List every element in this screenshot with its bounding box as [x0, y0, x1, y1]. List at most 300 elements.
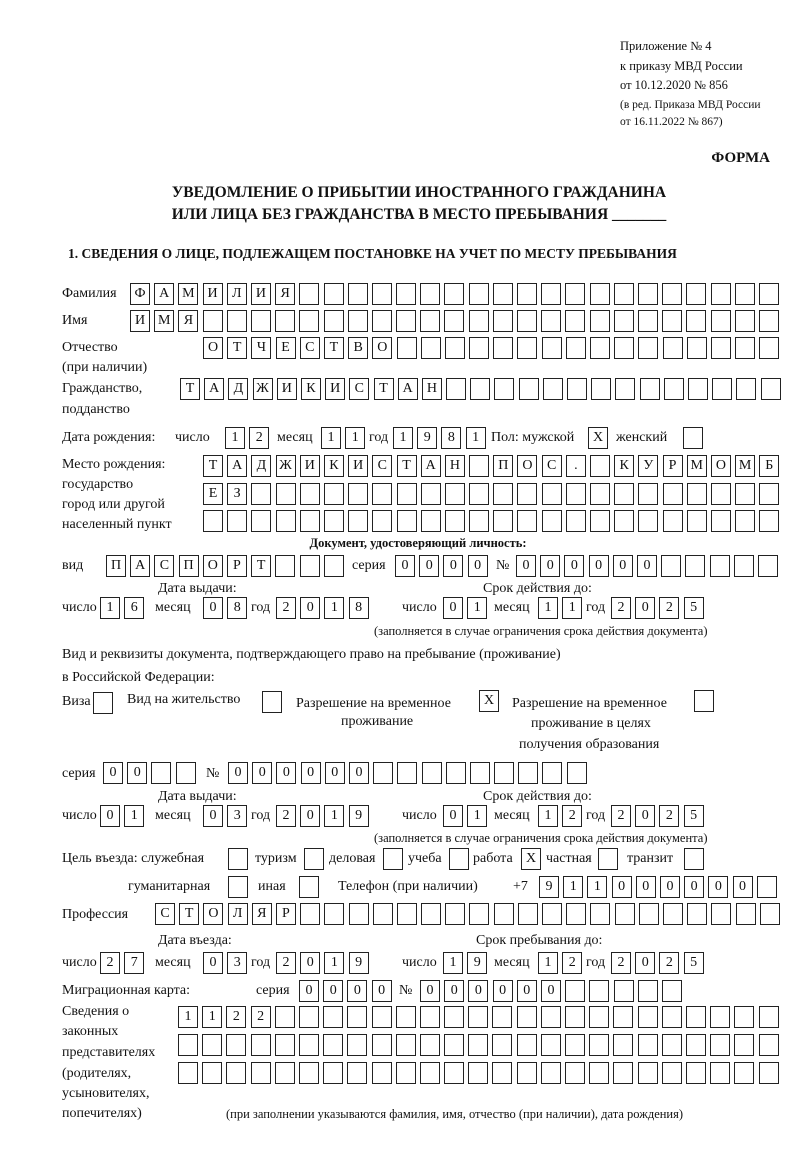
- char-cell[interactable]: [662, 283, 682, 305]
- char-cell[interactable]: [734, 555, 754, 577]
- char-cell[interactable]: [251, 1062, 271, 1084]
- char-cell[interactable]: 1: [538, 952, 558, 974]
- char-cell[interactable]: 2: [100, 952, 120, 974]
- char-cell[interactable]: 3: [227, 805, 247, 827]
- char-cell[interactable]: 0: [323, 980, 343, 1002]
- id-issue-month-cells[interactable]: [203, 597, 247, 619]
- char-cell[interactable]: А: [421, 455, 441, 477]
- char-cell[interactable]: [759, 337, 779, 359]
- char-cell[interactable]: 1: [467, 597, 487, 619]
- char-cell[interactable]: [686, 1006, 706, 1028]
- char-cell[interactable]: [710, 555, 730, 577]
- char-cell[interactable]: [396, 1006, 416, 1028]
- char-cell[interactable]: [662, 310, 682, 332]
- char-cell[interactable]: [470, 762, 490, 784]
- char-cell[interactable]: 0: [612, 876, 632, 898]
- char-cell[interactable]: 6: [124, 597, 144, 619]
- char-cell[interactable]: 9: [539, 876, 559, 898]
- res-series-cells[interactable]: [103, 762, 196, 784]
- char-cell[interactable]: [565, 1062, 585, 1084]
- char-cell[interactable]: 2: [611, 597, 631, 619]
- char-cell[interactable]: Т: [203, 455, 223, 477]
- char-cell[interactable]: [422, 762, 442, 784]
- char-cell[interactable]: [589, 1062, 609, 1084]
- char-cell[interactable]: [517, 310, 537, 332]
- char-cell[interactable]: [421, 510, 441, 532]
- char-cell[interactable]: 0: [300, 952, 320, 974]
- res-valid-day-cells[interactable]: [443, 805, 487, 827]
- char-cell[interactable]: [711, 310, 731, 332]
- char-cell[interactable]: И: [300, 455, 320, 477]
- char-cell[interactable]: [372, 283, 392, 305]
- char-cell[interactable]: О: [203, 903, 223, 925]
- char-cell[interactable]: [590, 510, 610, 532]
- char-cell[interactable]: [567, 762, 587, 784]
- birth-day-cells[interactable]: [225, 427, 269, 449]
- purpose-tourism-checkbox[interactable]: [304, 848, 324, 870]
- entry-month-cells[interactable]: [203, 952, 247, 974]
- char-cell[interactable]: [663, 483, 683, 505]
- char-cell[interactable]: [687, 510, 707, 532]
- char-cell[interactable]: 0: [420, 980, 440, 1002]
- char-cell[interactable]: [421, 337, 441, 359]
- char-cell[interactable]: [348, 510, 368, 532]
- char-cell[interactable]: 0: [708, 876, 728, 898]
- entry-year-cells[interactable]: [276, 952, 369, 974]
- char-cell[interactable]: [420, 1034, 440, 1056]
- char-cell[interactable]: [759, 1034, 779, 1056]
- char-cell[interactable]: Т: [179, 903, 199, 925]
- char-cell[interactable]: [299, 1006, 319, 1028]
- char-cell[interactable]: [662, 980, 682, 1002]
- char-cell[interactable]: [638, 1006, 658, 1028]
- char-cell[interactable]: К: [324, 455, 344, 477]
- char-cell[interactable]: В: [348, 337, 368, 359]
- char-cell[interactable]: 0: [347, 980, 367, 1002]
- char-cell[interactable]: [663, 337, 683, 359]
- char-cell[interactable]: 9: [349, 952, 369, 974]
- name-cells[interactable]: [130, 310, 779, 332]
- char-cell[interactable]: [492, 1034, 512, 1056]
- char-cell[interactable]: 2: [276, 597, 296, 619]
- char-cell[interactable]: [468, 1034, 488, 1056]
- purpose-business-checkbox[interactable]: [383, 848, 403, 870]
- char-cell[interactable]: [710, 1034, 730, 1056]
- char-cell[interactable]: [469, 283, 489, 305]
- char-cell[interactable]: [542, 337, 562, 359]
- char-cell[interactable]: [736, 903, 756, 925]
- char-cell[interactable]: [299, 310, 319, 332]
- char-cell[interactable]: Т: [180, 378, 200, 400]
- birthplace-cells-row-3[interactable]: [203, 510, 779, 532]
- char-cell[interactable]: С: [349, 378, 369, 400]
- char-cell[interactable]: [589, 980, 609, 1002]
- char-cell[interactable]: [469, 337, 489, 359]
- char-cell[interactable]: [176, 762, 196, 784]
- char-cell[interactable]: 5: [684, 597, 704, 619]
- char-cell[interactable]: [638, 310, 658, 332]
- char-cell[interactable]: 1: [393, 427, 413, 449]
- char-cell[interactable]: 8: [349, 597, 369, 619]
- char-cell[interactable]: [566, 483, 586, 505]
- char-cell[interactable]: 2: [659, 952, 679, 974]
- stay-day-cells[interactable]: [443, 952, 487, 974]
- char-cell[interactable]: [759, 283, 779, 305]
- char-cell[interactable]: 1: [562, 597, 582, 619]
- char-cell[interactable]: К: [301, 378, 321, 400]
- edu-permit-checkbox[interactable]: [694, 690, 714, 712]
- char-cell[interactable]: 1: [443, 952, 463, 974]
- char-cell[interactable]: Л: [227, 283, 247, 305]
- char-cell[interactable]: [373, 762, 393, 784]
- char-cell[interactable]: У: [638, 455, 658, 477]
- char-cell[interactable]: [694, 690, 714, 712]
- char-cell[interactable]: [662, 1062, 682, 1084]
- char-cell[interactable]: [598, 848, 618, 870]
- char-cell[interactable]: [228, 848, 248, 870]
- birthplace-cells-row-2[interactable]: [203, 483, 779, 505]
- char-cell[interactable]: [613, 1034, 633, 1056]
- char-cell[interactable]: [685, 555, 705, 577]
- char-cell[interactable]: [493, 483, 513, 505]
- char-cell[interactable]: [397, 510, 417, 532]
- char-cell[interactable]: [615, 903, 635, 925]
- char-cell[interactable]: Е: [203, 483, 223, 505]
- char-cell[interactable]: [275, 310, 295, 332]
- char-cell[interactable]: [663, 510, 683, 532]
- char-cell[interactable]: Т: [251, 555, 271, 577]
- char-cell[interactable]: К: [614, 455, 634, 477]
- char-cell[interactable]: [518, 762, 538, 784]
- char-cell[interactable]: 0: [541, 980, 561, 1002]
- char-cell[interactable]: И: [277, 378, 297, 400]
- char-cell[interactable]: [710, 1062, 730, 1084]
- char-cell[interactable]: [735, 310, 755, 332]
- char-cell[interactable]: [420, 310, 440, 332]
- birth-month-cells[interactable]: [321, 427, 365, 449]
- char-cell[interactable]: 0: [301, 762, 321, 784]
- char-cell[interactable]: [299, 1034, 319, 1056]
- phone-cells[interactable]: [539, 876, 777, 898]
- char-cell[interactable]: [541, 283, 561, 305]
- surname-cells[interactable]: [130, 283, 779, 305]
- char-cell[interactable]: 5: [684, 952, 704, 974]
- char-cell[interactable]: [710, 1006, 730, 1028]
- char-cell[interactable]: 2: [659, 805, 679, 827]
- char-cell[interactable]: [372, 1034, 392, 1056]
- res-valid-year-cells[interactable]: [611, 805, 704, 827]
- char-cell[interactable]: [251, 310, 271, 332]
- char-cell[interactable]: 8: [227, 597, 247, 619]
- char-cell[interactable]: 0: [540, 555, 560, 577]
- char-cell[interactable]: [492, 1006, 512, 1028]
- char-cell[interactable]: 1: [225, 427, 245, 449]
- char-cell[interactable]: [469, 310, 489, 332]
- char-cell[interactable]: [517, 1034, 537, 1056]
- char-cell[interactable]: 1: [321, 427, 341, 449]
- char-cell[interactable]: 2: [562, 805, 582, 827]
- char-cell[interactable]: [566, 903, 586, 925]
- char-cell[interactable]: 0: [419, 555, 439, 577]
- char-cell[interactable]: [396, 1062, 416, 1084]
- char-cell[interactable]: 0: [203, 952, 223, 974]
- char-cell[interactable]: [203, 510, 223, 532]
- purpose-transit-checkbox[interactable]: [684, 848, 704, 870]
- char-cell[interactable]: 1: [587, 876, 607, 898]
- char-cell[interactable]: [494, 903, 514, 925]
- char-cell[interactable]: И: [130, 310, 150, 332]
- char-cell[interactable]: 0: [103, 762, 123, 784]
- char-cell[interactable]: [324, 483, 344, 505]
- char-cell[interactable]: [494, 762, 514, 784]
- char-cell[interactable]: [664, 378, 684, 400]
- char-cell[interactable]: [565, 1006, 585, 1028]
- char-cell[interactable]: [590, 455, 610, 477]
- birth-year-cells[interactable]: [393, 427, 486, 449]
- char-cell[interactable]: [589, 1034, 609, 1056]
- char-cell[interactable]: 0: [203, 597, 223, 619]
- char-cell[interactable]: И: [251, 283, 271, 305]
- char-cell[interactable]: [589, 1006, 609, 1028]
- char-cell[interactable]: 0: [635, 597, 655, 619]
- char-cell[interactable]: [735, 483, 755, 505]
- char-cell[interactable]: Т: [227, 337, 247, 359]
- char-cell[interactable]: 2: [611, 952, 631, 974]
- char-cell[interactable]: 0: [395, 555, 415, 577]
- char-cell[interactable]: [687, 903, 707, 925]
- char-cell[interactable]: [734, 1062, 754, 1084]
- char-cell[interactable]: 0: [613, 555, 633, 577]
- char-cell[interactable]: 2: [276, 805, 296, 827]
- reps-cells-row-1[interactable]: [178, 1006, 779, 1028]
- char-cell[interactable]: [638, 1062, 658, 1084]
- char-cell[interactable]: 1: [563, 876, 583, 898]
- char-cell[interactable]: 2: [562, 952, 582, 974]
- char-cell[interactable]: [444, 1034, 464, 1056]
- char-cell[interactable]: [445, 510, 465, 532]
- char-cell[interactable]: [275, 1006, 295, 1028]
- char-cell[interactable]: [683, 427, 703, 449]
- char-cell[interactable]: [300, 510, 320, 532]
- char-cell[interactable]: [542, 762, 562, 784]
- char-cell[interactable]: [347, 1034, 367, 1056]
- char-cell[interactable]: Я: [252, 903, 272, 925]
- char-cell[interactable]: [372, 483, 392, 505]
- char-cell[interactable]: [251, 483, 271, 505]
- char-cell[interactable]: Е: [276, 337, 296, 359]
- reps-cells-row-2[interactable]: [178, 1034, 779, 1056]
- char-cell[interactable]: 0: [325, 762, 345, 784]
- char-cell[interactable]: [323, 1062, 343, 1084]
- char-cell[interactable]: [638, 337, 658, 359]
- char-cell[interactable]: [492, 1062, 512, 1084]
- char-cell[interactable]: [323, 1034, 343, 1056]
- char-cell[interactable]: [638, 510, 658, 532]
- id-issue-year-cells[interactable]: [276, 597, 369, 619]
- char-cell[interactable]: [542, 510, 562, 532]
- char-cell[interactable]: 0: [684, 876, 704, 898]
- id-valid-day-cells[interactable]: [443, 597, 487, 619]
- entry-day-cells[interactable]: [100, 952, 144, 974]
- char-cell[interactable]: [372, 1006, 392, 1028]
- char-cell[interactable]: [688, 378, 708, 400]
- char-cell[interactable]: Ф: [130, 283, 150, 305]
- char-cell[interactable]: [565, 310, 585, 332]
- char-cell[interactable]: [761, 378, 781, 400]
- char-cell[interactable]: [541, 1006, 561, 1028]
- char-cell[interactable]: [446, 762, 466, 784]
- char-cell[interactable]: [590, 483, 610, 505]
- char-cell[interactable]: С: [372, 455, 392, 477]
- char-cell[interactable]: [446, 378, 466, 400]
- char-cell[interactable]: [759, 310, 779, 332]
- char-cell[interactable]: [226, 1062, 246, 1084]
- id-valid-month-cells[interactable]: [538, 597, 582, 619]
- char-cell[interactable]: 1: [538, 597, 558, 619]
- char-cell[interactable]: 3: [227, 952, 247, 974]
- char-cell[interactable]: [566, 510, 586, 532]
- char-cell[interactable]: 0: [468, 980, 488, 1002]
- char-cell[interactable]: [203, 310, 223, 332]
- char-cell[interactable]: Н: [445, 455, 465, 477]
- char-cell[interactable]: [468, 1006, 488, 1028]
- char-cell[interactable]: [613, 1006, 633, 1028]
- char-cell[interactable]: 1: [324, 952, 344, 974]
- char-cell[interactable]: [565, 283, 585, 305]
- char-cell[interactable]: [275, 1062, 295, 1084]
- char-cell[interactable]: [445, 337, 465, 359]
- char-cell[interactable]: С: [154, 555, 174, 577]
- char-cell[interactable]: [449, 848, 469, 870]
- char-cell[interactable]: [686, 1034, 706, 1056]
- char-cell[interactable]: Р: [663, 455, 683, 477]
- char-cell[interactable]: [758, 555, 778, 577]
- id-series-cells[interactable]: [395, 555, 488, 577]
- char-cell[interactable]: 0: [443, 597, 463, 619]
- char-cell[interactable]: 0: [300, 805, 320, 827]
- char-cell[interactable]: [151, 762, 171, 784]
- char-cell[interactable]: [348, 483, 368, 505]
- char-cell[interactable]: О: [203, 555, 223, 577]
- char-cell[interactable]: 0: [372, 980, 392, 1002]
- res-issue-day-cells[interactable]: [100, 805, 144, 827]
- purpose-official-checkbox[interactable]: [228, 848, 248, 870]
- char-cell[interactable]: [517, 483, 537, 505]
- char-cell[interactable]: [396, 1034, 416, 1056]
- char-cell[interactable]: [468, 1062, 488, 1084]
- char-cell[interactable]: М: [178, 283, 198, 305]
- char-cell[interactable]: [444, 283, 464, 305]
- char-cell[interactable]: [687, 483, 707, 505]
- char-cell[interactable]: [614, 310, 634, 332]
- char-cell[interactable]: 5: [684, 805, 704, 827]
- char-cell[interactable]: [276, 483, 296, 505]
- char-cell[interactable]: [276, 510, 296, 532]
- char-cell[interactable]: [517, 283, 537, 305]
- char-cell[interactable]: [251, 1034, 271, 1056]
- purpose-study-checkbox[interactable]: [449, 848, 469, 870]
- char-cell[interactable]: 0: [443, 555, 463, 577]
- char-cell[interactable]: П: [179, 555, 199, 577]
- char-cell[interactable]: [202, 1034, 222, 1056]
- visa-checkbox[interactable]: [93, 692, 113, 714]
- char-cell[interactable]: [251, 510, 271, 532]
- char-cell[interactable]: [444, 1006, 464, 1028]
- char-cell[interactable]: 9: [349, 805, 369, 827]
- char-cell[interactable]: [614, 510, 634, 532]
- mc-series-cells[interactable]: [299, 980, 392, 1002]
- char-cell[interactable]: Т: [397, 455, 417, 477]
- char-cell[interactable]: [228, 876, 248, 898]
- char-cell[interactable]: [323, 1006, 343, 1028]
- char-cell[interactable]: С: [542, 455, 562, 477]
- char-cell[interactable]: [684, 848, 704, 870]
- char-cell[interactable]: 0: [516, 555, 536, 577]
- id-number-cells[interactable]: [516, 555, 778, 577]
- char-cell[interactable]: [372, 310, 392, 332]
- char-cell[interactable]: [445, 483, 465, 505]
- residence-permit-checkbox[interactable]: [262, 691, 282, 713]
- char-cell[interactable]: [469, 483, 489, 505]
- char-cell[interactable]: [640, 378, 660, 400]
- char-cell[interactable]: [299, 283, 319, 305]
- char-cell[interactable]: [614, 283, 634, 305]
- char-cell[interactable]: [262, 691, 282, 713]
- male-checkbox[interactable]: [588, 427, 608, 449]
- char-cell[interactable]: [517, 510, 537, 532]
- char-cell[interactable]: С: [300, 337, 320, 359]
- char-cell[interactable]: 1: [124, 805, 144, 827]
- char-cell[interactable]: [324, 310, 344, 332]
- char-cell[interactable]: [686, 1062, 706, 1084]
- char-cell[interactable]: [396, 283, 416, 305]
- char-cell[interactable]: 0: [636, 876, 656, 898]
- char-cell[interactable]: [397, 762, 417, 784]
- char-cell[interactable]: 0: [349, 762, 369, 784]
- char-cell[interactable]: [760, 903, 780, 925]
- char-cell[interactable]: [734, 1006, 754, 1028]
- char-cell[interactable]: [614, 337, 634, 359]
- char-cell[interactable]: 0: [637, 555, 657, 577]
- char-cell[interactable]: 1: [324, 805, 344, 827]
- char-cell[interactable]: [757, 876, 777, 898]
- char-cell[interactable]: Н: [422, 378, 442, 400]
- char-cell[interactable]: 0: [127, 762, 147, 784]
- char-cell[interactable]: [686, 283, 706, 305]
- char-cell[interactable]: О: [372, 337, 392, 359]
- char-cell[interactable]: [735, 510, 755, 532]
- char-cell[interactable]: 0: [589, 555, 609, 577]
- char-cell[interactable]: О: [203, 337, 223, 359]
- char-cell[interactable]: [543, 378, 563, 400]
- char-cell[interactable]: Р: [276, 903, 296, 925]
- char-cell[interactable]: [759, 1006, 779, 1028]
- char-cell[interactable]: [662, 1034, 682, 1056]
- char-cell[interactable]: [541, 1034, 561, 1056]
- char-cell[interactable]: [373, 903, 393, 925]
- char-cell[interactable]: [349, 903, 369, 925]
- char-cell[interactable]: 1: [345, 427, 365, 449]
- char-cell[interactable]: [178, 1062, 198, 1084]
- char-cell[interactable]: 2: [276, 952, 296, 974]
- char-cell[interactable]: [614, 483, 634, 505]
- char-cell[interactable]: [566, 337, 586, 359]
- char-cell[interactable]: А: [204, 378, 224, 400]
- char-cell[interactable]: Ж: [253, 378, 273, 400]
- char-cell[interactable]: М: [687, 455, 707, 477]
- char-cell[interactable]: Ч: [251, 337, 271, 359]
- char-cell[interactable]: [613, 1062, 633, 1084]
